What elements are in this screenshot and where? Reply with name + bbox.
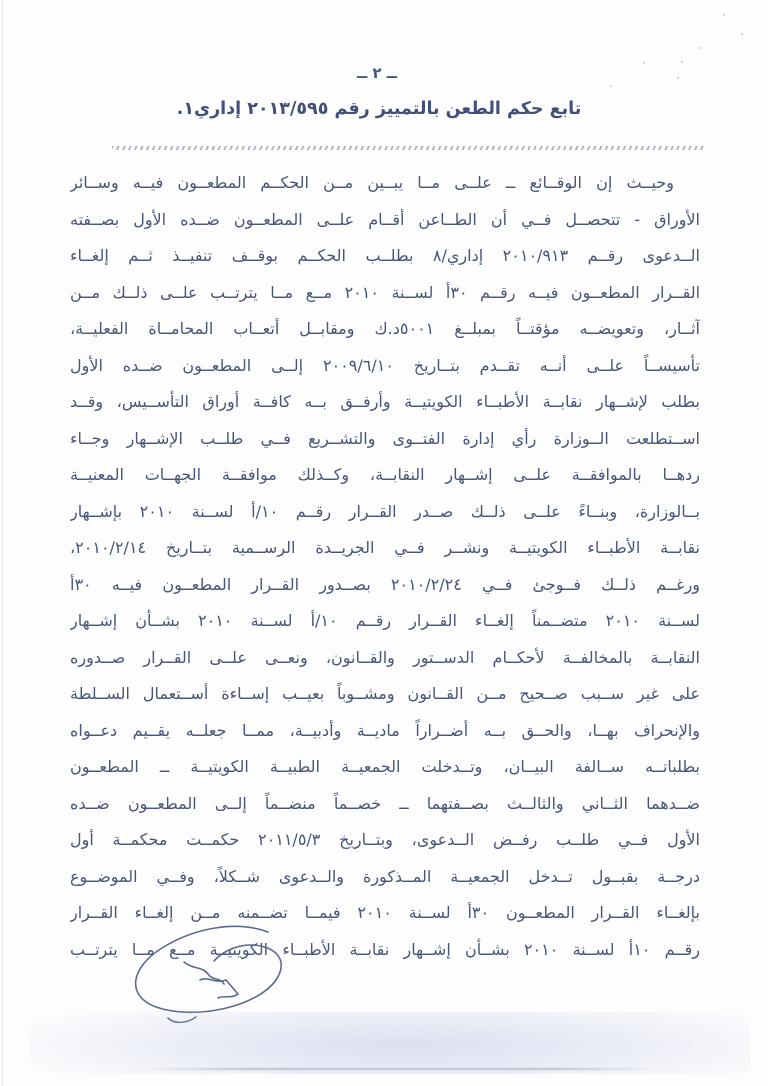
body-line: بإلغــاء القــرار المطعــون ٣٠أ لســنة ٢٠١٠ فيمــا تضــمنه مــن إلغــاء القــرار <box>70 903 700 922</box>
body-line: بــالوزارة، وبنــاءً علــى ذلــك صــدر القــرار رقــم ١٠/أ لســنة ٢٠١٠ بإشــهار <box>70 501 700 521</box>
body-line: آثــار، وتعويضــه مؤقتــاً بمبلــغ ٥٠٠١د.ك ومقابــل أتعــاب المحامــاة الفعليــة، <box>70 319 700 338</box>
body-line: القــرار المطعــون فيــه رقــم ٣٠أ لســنة ٢٠١٠ مــع مــا يترتــب علــى ذلــك مــن <box>70 282 700 302</box>
scan-speck <box>643 62 645 64</box>
scanner-shadow <box>30 1012 750 1074</box>
signature-scribble <box>108 912 298 1027</box>
body-line: على غير ســبب صــحيح مــن القــانون ومشــوباً بعيــب إســاءة أســتعمال الســلطة <box>70 684 700 703</box>
scan-speck <box>741 33 743 35</box>
body-line: بطلباتــه ســالفة البيــان، وتــدخلت الجمعيــة الطبيــة الكويتيــة ــ المطعــون <box>70 757 700 776</box>
body-line: ردهــا بالموافقــة علــى إشــهار النقابــة، وكــذلك موافقــة الجهــات المعنيــة <box>70 465 700 484</box>
body-line: والإنحراف بهــا، والحــق بــه أضــراراً ماديــة وأدبيــة، ممــا جعلــه يقــيم دعــواه <box>70 720 700 740</box>
scanner-shadow-edge <box>140 1068 660 1070</box>
body-line: درجــة بقبــول تــدخل الجمعيــة المــذكورة والــدعوى شــكلاً، وفــي الموضــوع <box>70 866 700 886</box>
body-line: وحيــث إن الوقــائع ــ علــى مــا يبــين مــن الحكــم المطعــون فيــه وســائر <box>70 173 674 192</box>
body-line: بطلب لإشــهار نقابــة الأطبــاء الكويتيــة وأرفــق بــه كافــة أوراق التأســيس، وقــد <box>70 392 700 411</box>
body-line: ورغــم ذلــك فــوجئ فــي ٢٠١٠/٢/٢٤ بصــدور القــرار المطعــون فيــه ٣٠أ <box>70 574 700 594</box>
body-line: الأول فــي طلــب رفــض الــدعوى، وبتــاريخ ٢٠١١/٥/٣ حكمــت محكمــة أول <box>70 830 700 849</box>
separator-dashed-line <box>112 146 704 150</box>
body-line: الــدعوى رقــم ٢٠١٠/٩١٣ إداري/٨ بطلــب الحكــم بوقــف تنفيــذ ثــم إلغــاء <box>70 246 700 265</box>
body-line: ضــدهما الثــاني والثالــث بصــفتهما ــ خصــماً منضــماً إلــى المطعــون ضــده <box>70 793 700 813</box>
body-line: اســتطلعت الــوزارة رأي إدارة الفتــوى والتشــريع فــي طلــب الإشــهار وجــاء <box>70 428 700 448</box>
scan-speck <box>723 14 725 16</box>
body-line: الأوراق - تتحصــل فــي أن الطــاعن أقــام علــى المطعــون ضــده الأول بصــفته <box>70 209 700 229</box>
scan-speck <box>681 61 683 63</box>
body-line: لســنة ٢٠١٠ متضــمناً إلغــاء القــرار رقــم ١٠/أ لســنة ٢٠١٠ بشــأن إشــهار <box>70 611 700 630</box>
document-title: تابع حكم الطعن بالتمييز رقم ٢٠١٣/٥٩٥ إداري١. <box>176 99 582 119</box>
body-line: تأسيســاً علــى أنــه تقــدم بتــاريخ ٢٠٠٩/٦/١٠ إلــى المطعــون ضــده الأول <box>70 355 700 375</box>
scan-speck <box>610 85 612 87</box>
page-edge-line <box>2 0 3 1086</box>
scan-speck <box>677 77 679 79</box>
body-line: نقابــة الأطبــاء الكويتيــة ونشــر فــي الجريــدة الرســمية بتــاريخ ٢٠١٠/٢/١٤، <box>70 538 700 557</box>
body-line: النقابــة بالمخالفــة لأحكــام الدســتور والقــانون، ونعــى علــى القــرار صــدوره <box>70 647 700 667</box>
body-line: رقــم ١٠أ لســنة ٢٠١٠ بشــأن إشــهار نقابــة الأطبــاء الكويتيــة مــع مــا يترتــب <box>70 939 700 959</box>
scan-speck <box>700 47 702 49</box>
judgment-body <box>70 165 700 968</box>
page-number: ــ ٢ ــ <box>356 64 398 82</box>
